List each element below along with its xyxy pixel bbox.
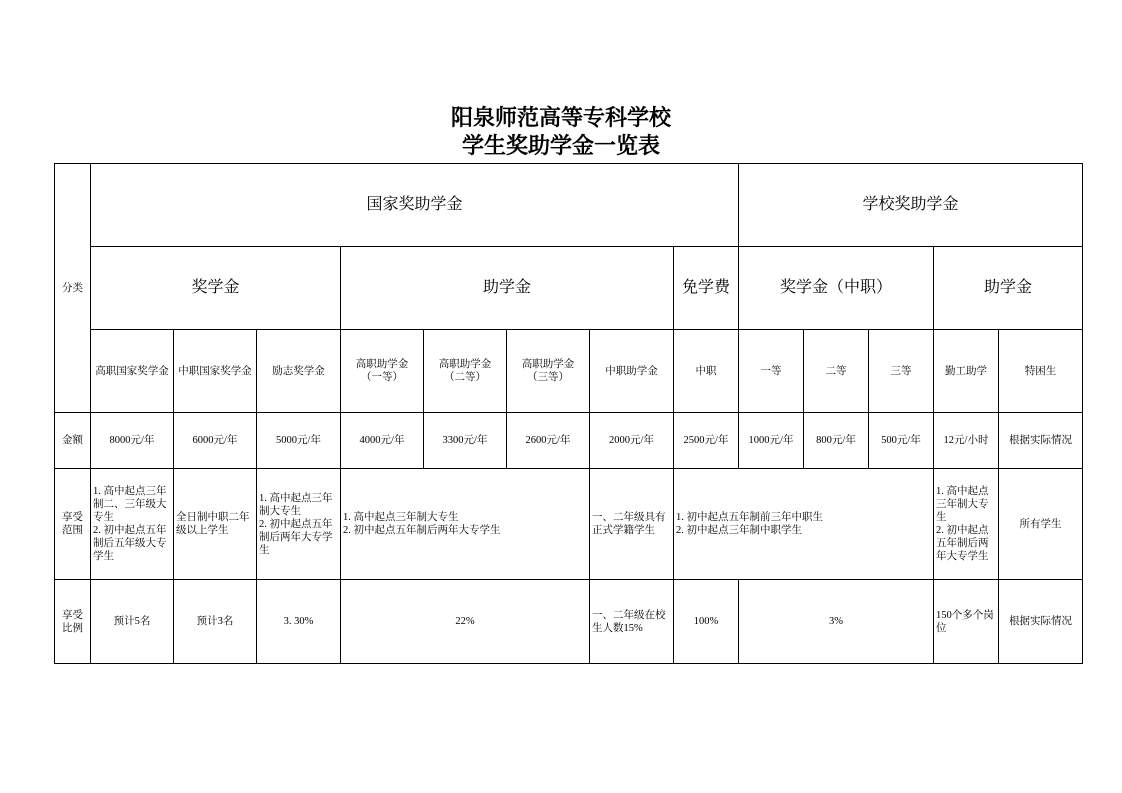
title-table-name: 学生奖助学金一览表: [461, 133, 660, 158]
amount-cell: 4000元/年: [341, 413, 424, 469]
ratio-cell: 3. 30%: [257, 580, 341, 664]
amount-cell: 5000元/年: [257, 413, 341, 469]
subgroup-school-scholarship: 奖学金（中职）: [739, 247, 934, 330]
scope-cell: 全日制中职二年级以上学生: [174, 469, 257, 580]
scope-cell: 1. 高中起点三年制大专生 2. 初中起点五年制后两年大专学生: [257, 469, 341, 580]
scope-cell: 1. 高中起点三年制大专生 2. 初中起点五年制后两年大专学生: [341, 469, 590, 580]
subgroup-scholarship: 奖学金: [91, 247, 341, 330]
column-header: 一等: [739, 330, 804, 413]
column-header: 高职助学金 （二等）: [424, 330, 507, 413]
document-title: [0, 104, 1122, 160]
amount-cell: 500元/年: [869, 413, 934, 469]
scholarship-table: [54, 163, 1083, 664]
category-label-cell: [55, 164, 91, 413]
row-label-scope: 享受范围: [55, 469, 91, 580]
column-header: 中职国家奖学金: [174, 330, 257, 413]
column-header: 中职: [674, 330, 739, 413]
subgroup-header-row: [55, 247, 1083, 330]
column-header-row: [55, 330, 1083, 413]
category-label: 分类: [62, 282, 83, 294]
amount-cell: 2000元/年: [590, 413, 674, 469]
ratio-cell: 100%: [674, 580, 739, 664]
scope-cell: 所有学生: [999, 469, 1083, 580]
amount-row: [55, 413, 1083, 469]
amount-cell: 6000元/年: [174, 413, 257, 469]
column-header: 中职助学金: [590, 330, 674, 413]
amount-cell: 8000元/年: [91, 413, 174, 469]
group-school: 学校奖助学金: [739, 164, 1083, 247]
ratio-cell: 一、二年级在校生人数15%: [590, 580, 674, 664]
scope-row: [55, 469, 1083, 580]
amount-cell: 800元/年: [804, 413, 869, 469]
amount-cell: 2500元/年: [674, 413, 739, 469]
column-header: 高职国家奖学金: [91, 330, 174, 413]
column-header: 励志奖学金: [257, 330, 341, 413]
row-label-amount: 金额: [55, 413, 91, 469]
group-header-row: [55, 164, 1083, 247]
column-header: 高职助学金 （一等）: [341, 330, 424, 413]
ratio-cell: 预计5名: [91, 580, 174, 664]
ratio-cell: 22%: [341, 580, 590, 664]
column-header: 二等: [804, 330, 869, 413]
column-header: 三等: [869, 330, 934, 413]
column-header: 勤工助学: [934, 330, 999, 413]
ratio-cell: 3%: [739, 580, 934, 664]
column-header: 高职助学金 （三等）: [507, 330, 590, 413]
subgroup-school-grant: 助学金: [934, 247, 1083, 330]
ratio-row: [55, 580, 1083, 664]
scope-cell: 1. 高中起点三年制大专生 2. 初中起点五年制后两年大专学生: [934, 469, 999, 580]
group-national: 国家奖助学金: [91, 164, 739, 247]
subgroup-grant: 助学金: [341, 247, 674, 330]
amount-cell: 3300元/年: [424, 413, 507, 469]
row-label-ratio: 享受比例: [55, 580, 91, 664]
subgroup-tuition-free: 免学费: [674, 247, 739, 330]
scope-cell: 一、二年级具有正式学籍学生: [590, 469, 674, 580]
scope-cell: 1. 高中起点三年制二、三年级大专生 2. 初中起点五年制后五年级大专学生: [91, 469, 174, 580]
amount-cell: 1000元/年: [739, 413, 804, 469]
ratio-cell: 预计3名: [174, 580, 257, 664]
column-header: 特困生: [999, 330, 1083, 413]
ratio-cell: 根据实际情况: [999, 580, 1083, 664]
amount-cell: 2600元/年: [507, 413, 590, 469]
ratio-cell: 150个多个岗位: [934, 580, 999, 664]
scope-cell: 1. 初中起点五年制前三年中职生 2. 初中起点三年制中职学生: [674, 469, 934, 580]
amount-cell: 根据实际情况: [999, 413, 1083, 469]
amount-cell: 12元/小时: [934, 413, 999, 469]
title-school-name: 阳泉师范高等专科学校: [450, 105, 671, 130]
